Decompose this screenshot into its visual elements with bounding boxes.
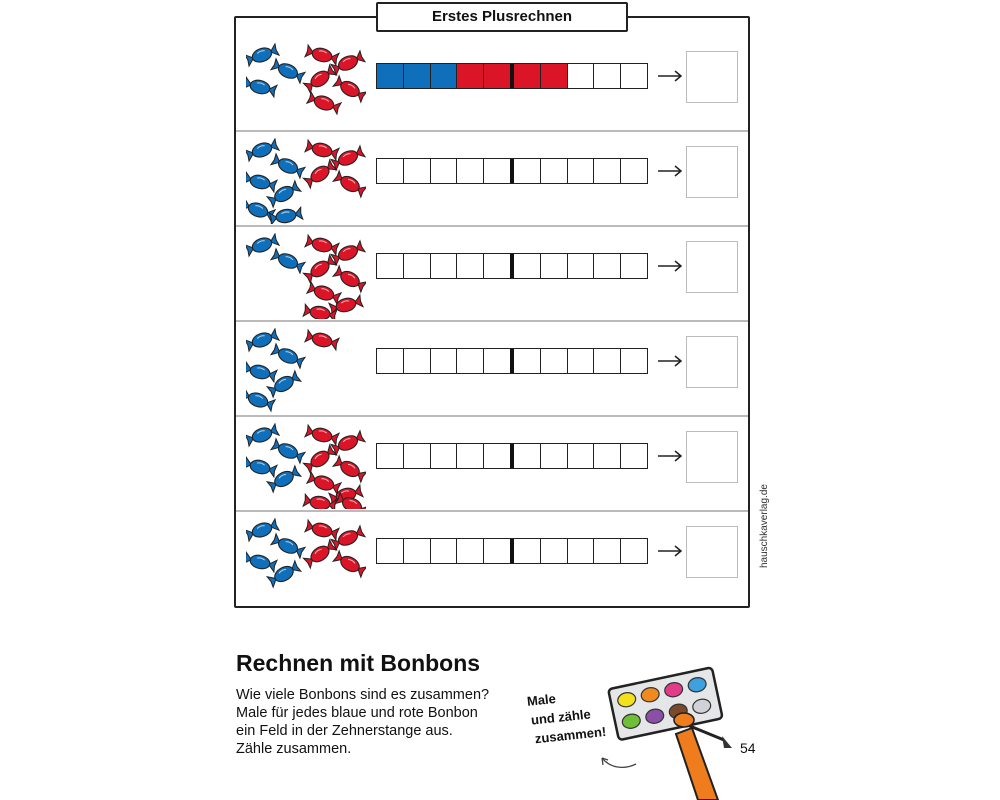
speech-bubble-text <box>526 684 607 749</box>
ten-bar-cell[interactable] <box>404 254 431 278</box>
blue-candy-icon <box>246 518 279 541</box>
ten-bar-cell[interactable] <box>404 349 431 373</box>
exercise-row <box>236 229 748 322</box>
ten-bar-cell[interactable] <box>594 254 621 278</box>
ten-bar-cell[interactable] <box>484 254 514 278</box>
ten-bar[interactable] <box>376 538 648 564</box>
red-candy-icon <box>305 140 339 161</box>
row-separator <box>236 320 748 322</box>
red-candy-icon <box>305 45 339 66</box>
ten-bar-cell[interactable] <box>457 64 484 88</box>
ten-bar-cell[interactable] <box>621 254 647 278</box>
ten-bar-cell[interactable] <box>514 254 541 278</box>
blue-candy-icon <box>271 343 305 368</box>
row-separator <box>236 225 748 227</box>
instruction-line: Wie viele Bonbons sind es zusammen? <box>236 687 490 703</box>
row-separator <box>236 130 748 132</box>
ten-bar[interactable] <box>376 253 648 279</box>
ten-bar[interactable] <box>376 348 648 374</box>
ten-bar-cell[interactable] <box>621 64 647 88</box>
ten-bar-cell[interactable] <box>568 64 595 88</box>
ten-bar-cell[interactable] <box>594 349 621 373</box>
exercise-row <box>236 39 748 132</box>
ten-bar-cell[interactable] <box>457 254 484 278</box>
ten-bar-cell[interactable] <box>431 539 458 563</box>
red-candy-icon <box>303 159 337 188</box>
blue-candy-icon <box>271 58 305 83</box>
ten-bar-cell[interactable] <box>377 539 404 563</box>
red-candy-icon <box>333 455 366 482</box>
ten-bar-cell[interactable] <box>514 444 541 468</box>
blue-candy-icon <box>246 233 279 256</box>
red-candy-icon <box>333 170 366 197</box>
blue-candy-icon <box>246 457 277 478</box>
red-candy-icon <box>305 235 339 256</box>
ten-bar-cell[interactable] <box>514 349 541 373</box>
ten-bar-cell[interactable] <box>541 254 568 278</box>
ten-bar-cell[interactable] <box>541 349 568 373</box>
exercise-row <box>236 419 748 512</box>
red-candy-icon <box>303 444 337 473</box>
blue-candy-icon <box>271 153 305 178</box>
paint-box-icon <box>606 664 746 800</box>
ten-bar[interactable] <box>376 158 648 184</box>
answer-box[interactable] <box>686 336 738 388</box>
ten-bar-cell[interactable] <box>457 159 484 183</box>
ten-bar-cell[interactable] <box>594 159 621 183</box>
right-arrow-icon <box>654 346 686 376</box>
right-arrow-icon <box>654 441 686 471</box>
publisher-credit: hauschkaverlag.de <box>759 484 770 568</box>
exercise-row <box>236 134 748 227</box>
ten-bar-cell[interactable] <box>484 64 514 88</box>
page-number: 54 <box>740 740 756 756</box>
red-candy-icon <box>303 64 337 93</box>
ten-bar-cell[interactable] <box>431 159 458 183</box>
exercise-row <box>236 324 748 417</box>
red-candy-icon <box>305 330 339 351</box>
ten-bar-cell[interactable] <box>594 539 621 563</box>
instruction-line: ein Feld in der Zehnerstange aus. <box>236 723 453 739</box>
answer-box[interactable] <box>686 241 738 293</box>
blue-candy-icon <box>271 438 305 463</box>
blue-candy-icon <box>246 552 277 573</box>
answer-box[interactable] <box>686 146 738 198</box>
ten-bar-cell[interactable] <box>404 159 431 183</box>
ten-bar-cell[interactable] <box>457 349 484 373</box>
instructions <box>236 686 536 758</box>
red-candy-icon <box>333 550 366 577</box>
speech-line: und zähle <box>530 706 592 728</box>
red-candy-icon <box>305 520 339 541</box>
ten-bar-cell[interactable] <box>431 64 458 88</box>
blue-candy-icon <box>246 362 277 383</box>
answer-box[interactable] <box>686 431 738 483</box>
blue-candy-icon <box>246 328 279 351</box>
red-candy-icon <box>307 471 342 494</box>
ten-bar-cell[interactable] <box>431 254 458 278</box>
ten-bar-cell[interactable] <box>404 444 431 468</box>
ten-bar-cell[interactable] <box>568 444 595 468</box>
ten-bar-cell[interactable] <box>404 64 431 88</box>
blue-candy-icon <box>246 172 277 193</box>
answer-box[interactable] <box>686 526 738 578</box>
ten-bar-cell[interactable] <box>621 444 647 468</box>
candy-group <box>246 43 366 129</box>
worksheet-title: Erstes Plusrechnen <box>376 2 628 32</box>
candy-group <box>246 518 366 604</box>
right-arrow-icon <box>654 251 686 281</box>
blue-candy-icon <box>246 138 279 161</box>
red-candy-icon <box>333 75 366 102</box>
ten-bar-cell[interactable] <box>377 444 404 468</box>
exercise-row <box>236 514 748 607</box>
right-arrow-icon <box>654 536 686 566</box>
blue-candy-icon <box>269 207 303 224</box>
ten-bar-cell[interactable] <box>621 349 647 373</box>
ten-bar-cell[interactable] <box>514 159 541 183</box>
ten-bar-cell[interactable] <box>568 159 595 183</box>
ten-bar-cell[interactable] <box>377 349 404 373</box>
candy-group <box>246 328 366 414</box>
ten-bar-cell[interactable] <box>568 539 595 563</box>
candy-group <box>246 233 366 319</box>
ten-bar-cell[interactable] <box>541 159 568 183</box>
ten-bar-cell[interactable] <box>431 444 458 468</box>
ten-bar-cell[interactable] <box>568 254 595 278</box>
ten-bar-cell[interactable] <box>404 539 431 563</box>
ten-bar-cell[interactable] <box>541 64 568 88</box>
ten-bar[interactable] <box>376 443 648 469</box>
blue-candy-icon <box>246 77 277 98</box>
ten-bar-cell[interactable] <box>457 444 484 468</box>
candy-group <box>246 423 366 509</box>
ten-bar-cell[interactable] <box>541 444 568 468</box>
row-separator <box>236 415 748 417</box>
instruction-line: Male für jedes blaue und rote Bonbon <box>236 705 478 721</box>
speech-line: Male <box>526 690 557 709</box>
red-candy-icon <box>333 265 366 292</box>
blue-candy-icon <box>271 533 305 558</box>
red-candy-icon <box>307 91 342 114</box>
ten-bar-cell[interactable] <box>568 349 595 373</box>
ten-bar-cell[interactable] <box>377 159 404 183</box>
ten-bar-cell[interactable] <box>514 539 541 563</box>
ten-bar-cell[interactable] <box>484 444 514 468</box>
ten-bar-cell[interactable] <box>594 444 621 468</box>
ten-bar-cell[interactable] <box>621 539 647 563</box>
ten-bar-cell[interactable] <box>484 349 514 373</box>
blue-candy-icon <box>271 248 305 273</box>
ten-bar-cell[interactable] <box>621 159 647 183</box>
candy-group <box>246 138 366 224</box>
red-candy-icon <box>303 539 337 568</box>
ten-bar-cell[interactable] <box>431 349 458 373</box>
row-separator <box>236 510 748 512</box>
answer-box[interactable] <box>686 51 738 103</box>
ten-bar-cell[interactable] <box>377 254 404 278</box>
blue-candy-icon <box>246 43 279 66</box>
ten-bar-cell[interactable] <box>377 64 404 88</box>
ten-bar-cell[interactable] <box>484 539 514 563</box>
speech-line: zusammen! <box>534 723 607 747</box>
ten-bar[interactable] <box>376 63 648 89</box>
ten-bar-cell[interactable] <box>594 64 621 88</box>
right-arrow-icon <box>654 61 686 91</box>
instruction-line: Zähle zusammen. <box>236 741 352 757</box>
red-candy-icon <box>305 425 339 446</box>
ten-bar-cell[interactable] <box>541 539 568 563</box>
ten-bar-cell[interactable] <box>457 539 484 563</box>
red-candy-icon <box>303 254 337 283</box>
ten-bar-cell[interactable] <box>514 64 541 88</box>
ten-bar-cell[interactable] <box>484 159 514 183</box>
section-heading: Rechnen mit Bonbons <box>236 650 481 676</box>
right-arrow-icon <box>654 156 686 186</box>
red-candy-icon <box>307 281 342 304</box>
blue-candy-icon <box>246 423 279 446</box>
